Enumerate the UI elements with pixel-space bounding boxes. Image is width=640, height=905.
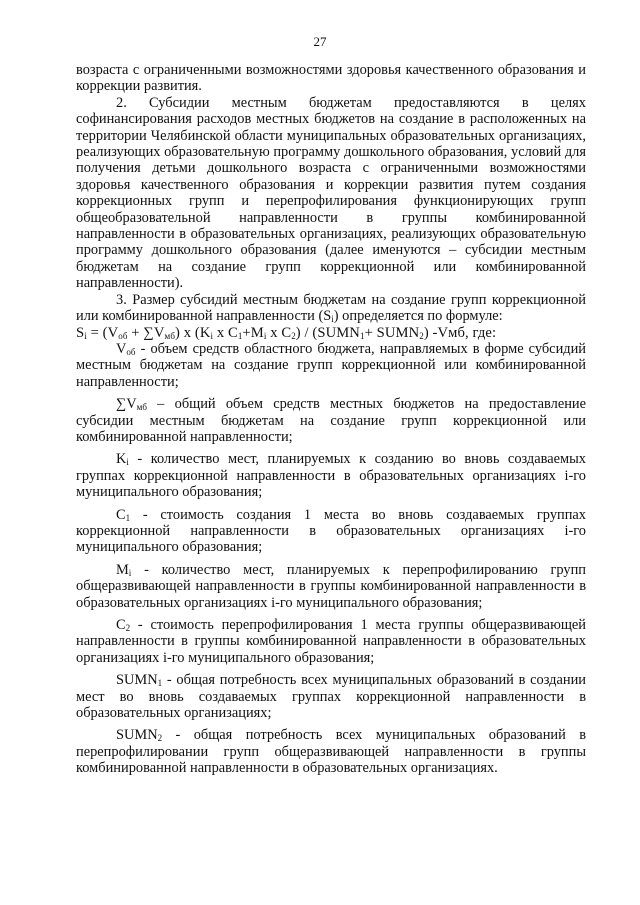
paragraph-intro-tail: возраста с ограниченными возможностями здоровья качественного образования и коррекции развития. [76,62,586,95]
page-number: 27 [313,34,327,49]
formula-sub: мб [164,330,176,341]
definition-text: - общая потребность всех муниципальных образований в создании мест во вновь создаваемых группах коррекционной направленности в образовательных организациях; [76,672,586,722]
definition-v-ob [76,341,586,390]
paragraph-3 [76,292,586,325]
paragraph-3-end: ) определяется по формуле: [333,308,503,325]
definition-text: - количество мест, планируемых к созданию во вновь создаваемых группах коррекционной направленности в образовательных организациях i-го муниципального образования; [76,451,586,501]
definition-m-i [76,562,586,611]
definition-subscript: 2 [157,733,163,744]
formula-sub: i [263,330,267,341]
definition-subscript: 2 [125,623,131,633]
definition-sumn-1 [76,672,586,721]
definition-symbol: SUMN [116,672,158,689]
formula-part: x C [266,324,292,341]
formula-part: ) -Vмб, где: [423,324,497,341]
formula-part: ) / (SUMN [295,324,360,341]
definition-text: - стоимость перепрофилирования 1 места группы общеразвивающей направленности в группы комбинированной направленности в образовательных организациях i-го муниципального образования; [76,617,586,666]
definition-text: - общая потребность всех муниципальных образований в перепрофилировании групп общеразвивающей направленности в группы комбинированной направленности в образовательных организациях. [76,727,586,777]
definition-subscript: об [126,346,136,357]
definition-subscript: 1 [125,512,131,523]
definitions-list [76,341,586,777]
formula-part: = (V [86,324,119,341]
paragraph-3-subscript: i [331,314,334,325]
formula-sub: 1 [359,330,365,341]
definition-symbol: M [116,561,129,578]
definition-symbol: K [116,451,127,468]
formula-sub: об [118,330,128,341]
formula-sub: 1 [237,330,243,341]
formula-part: + SUMN [364,324,420,341]
definition-text: - количество мест, планируемых к перепрофилированию групп общеразвивающей направленности в группы комбинированной направленности в образовательных организациях i-го муниципального образования; [76,561,586,611]
definition-symbol: V [116,340,127,357]
definition-symbol: C [116,617,126,633]
formula [76,325,586,341]
formula-sub: 2 [291,330,296,341]
formula-part: ) x (K [175,324,211,341]
definition-symbol: SUMN [116,727,158,744]
formula-part: +M [242,324,264,341]
definition-c-2 [76,617,586,666]
definition-symbol: C [116,506,126,523]
definition-sumn-2 [76,727,586,776]
definition-subscript: i [128,567,132,578]
definition-subscript: i [126,457,129,468]
paragraph-3-text: 3. Размер субсидий местным бюджетам на создание групп коррекционной или комбинированной направленности (S [76,291,586,325]
definition-subscript: 1 [157,678,163,689]
definition-text: – общий объем средств местных бюджетов на предоставление субсидии местным бюджетам на создание групп коррекционной или комбинированной направленности; [76,396,586,445]
formula-part: x C [213,324,238,341]
formula-sub: 2 [419,330,424,341]
definition-subscript: мб [136,402,147,413]
formula-sub: i [84,330,87,341]
definition-text: - объем средств областного бюджета, направляемых в форме субсидий местным бюджетам на создание групп коррекционной или комбинированной направленности; [76,340,586,390]
formula-part: + ∑V [127,324,165,341]
definition-sum-v-mb [76,396,586,445]
document-body [76,62,586,783]
definition-symbol: ∑V [116,396,137,413]
definition-c-1 [76,507,586,556]
formula-sub: i [210,330,214,341]
definition-text: - стоимость создания 1 места во вновь создаваемых группах коррекционной направленности в образовательных организациях i-го муниципального образования; [76,506,586,556]
paragraph-2: 2. Субсидии местным бюджетам предоставляются в целях софинансирования расходов местных бюджетов на создание в расположенных на территории Челябинской области муниципальных образовательных организациях, реализующих образовательную программу дошкольного образования, условий для получения детьми дошкольного возраста с ограниченными возможностями здоровья качественного образования и коррекции развития путем создания коррекционных групп и перепрофилирования функционирующих групп общеобразовательной направленности в группы комбинированной направленности в образовательных организациях, реализующих образовательную программу дошкольного образования (далее именуются – субсидии местным бюджетам на создание групп коррекционной или комбинированной направленности). [76,94,586,292]
definition-k-i [76,451,586,500]
formula-part: S [76,324,85,341]
